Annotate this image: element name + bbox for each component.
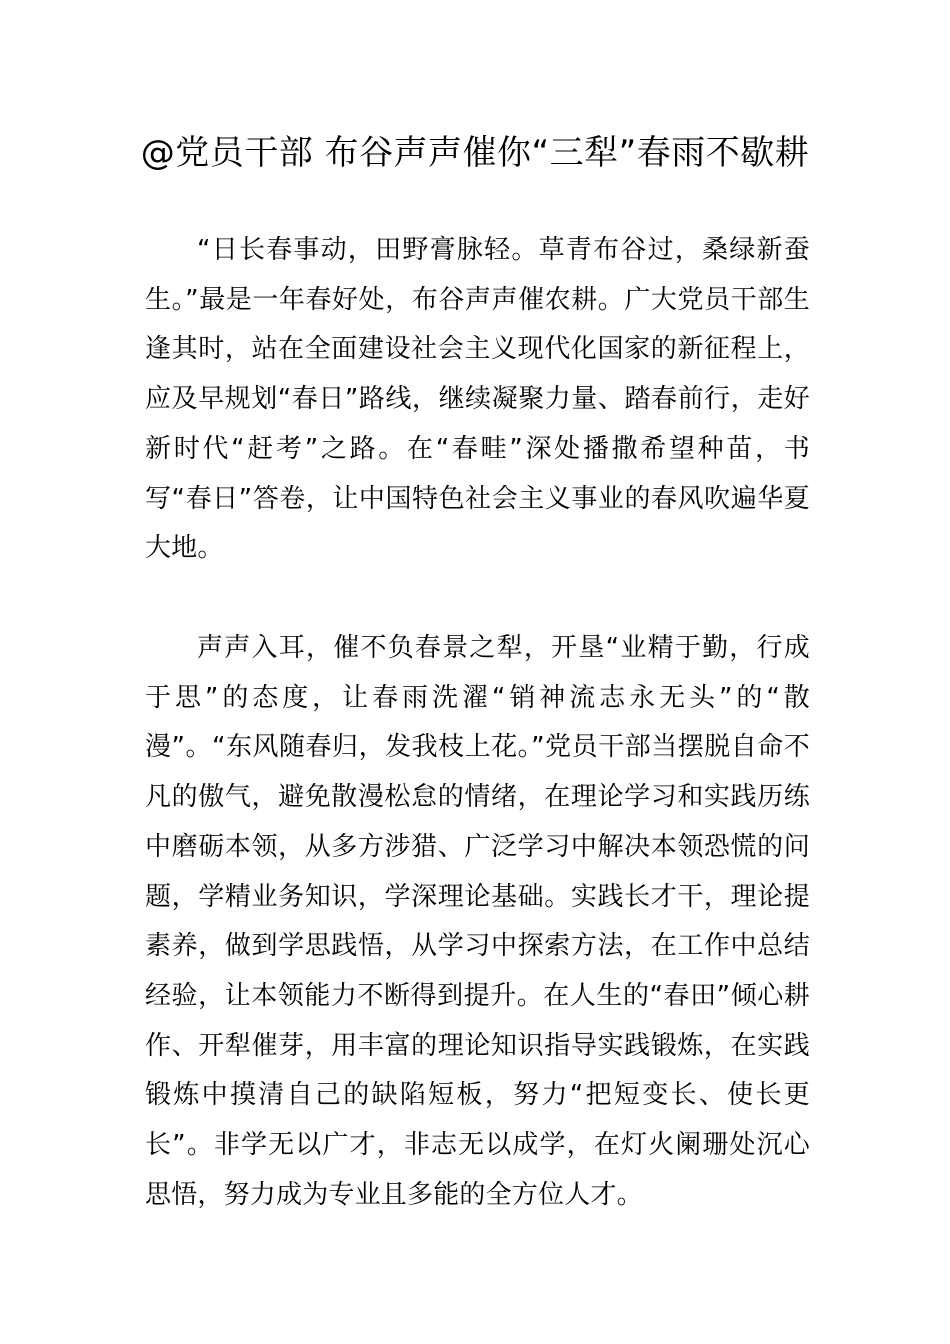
body-paragraph-2: 声声入耳，催不负春景之犁，开垦“业精于勤，行成于思”的态度，让春雨洗濯“销神流志永无头”的“散漫”。“东风随春归，发我枝上花。”党员干部当摆脱自命不凡的傲气，避免散漫松怠的情绪，在理论学习和实践历练中磨砺本领，从多方涉猎、广泛学习中解决本领恐慌的问题，学精业务知识，学深理论基础。实践长才干，理论提素养，做到学思践悟，从学习中探索方法，在工作中总结经验，让本领能力不断得到提升。在人生的“春田”倾心耕作、开犁催芽，用丰富的理论知识指导实践锻炼，在实践锻炼中摸清自己的缺陷短板，努力“把短变长、使长更长”。非学无以广才，非志无以成学，在灯火阑珊处沉心思悟，努力成为专业且多能的全方位人才。	[145, 633, 810, 1210]
document-title: @党员干部 布谷声声催你“三犁”春雨不歇耕	[140, 133, 810, 173]
body-paragraph-1: “日长春事动，田野膏脉轻。草青布谷过，桑绿新蚕生。”最是一年春好处，布谷声声催农耕。广大党员干部生逢其时，站在全面建设社会主义现代化国家的新征程上，应及早规划“春日”路线，继续凝聚力量、踏春前行，走好新时代“赶考”之路。在“春畦”深处播撒希望种苗，书写“春日”答卷，让中国特色社会主义事业的春风吹遍华夏大地。	[145, 235, 810, 564]
